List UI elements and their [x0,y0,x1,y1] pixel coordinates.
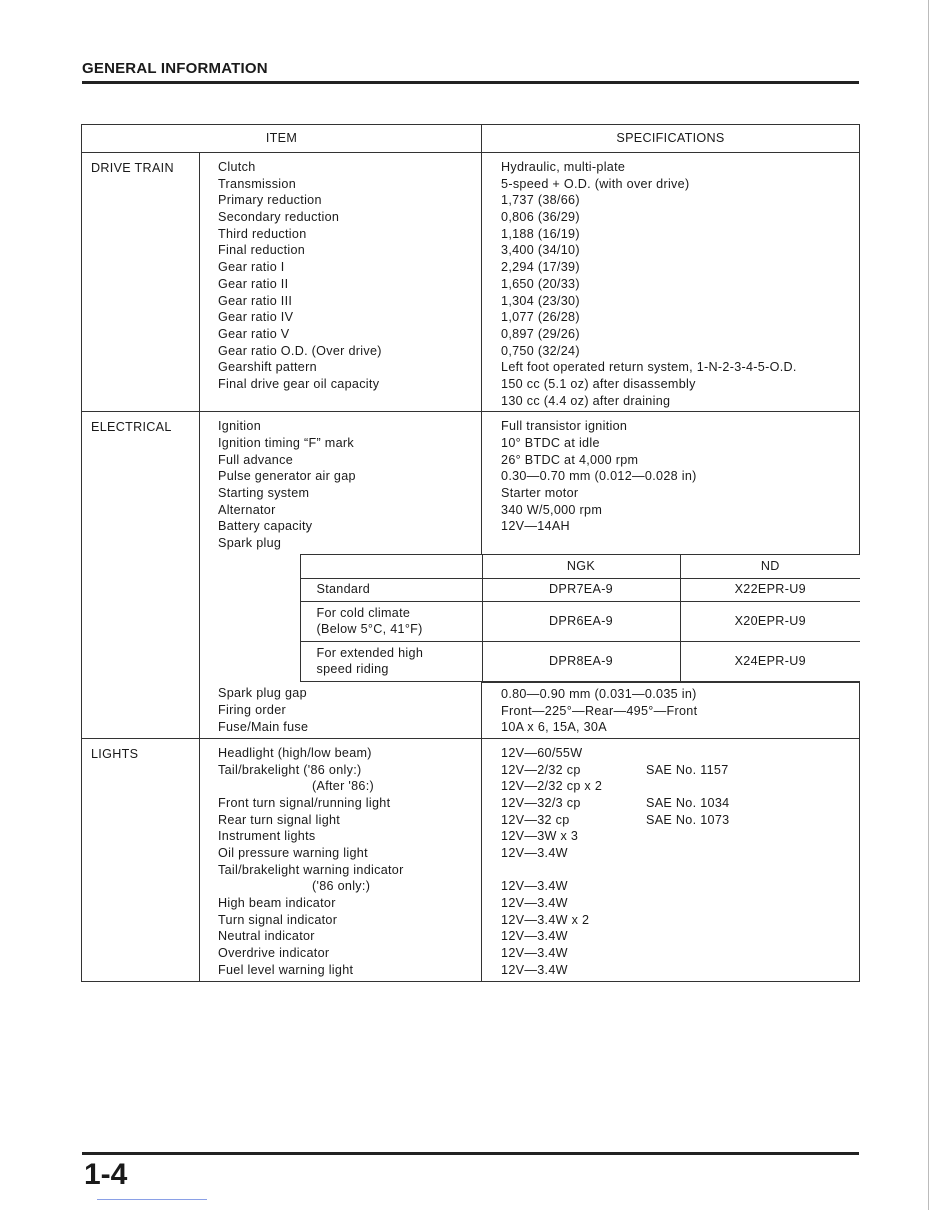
item-list [200,153,482,412]
spec-value: 12V—3.4W x 2 [501,912,590,927]
spec-list [482,738,860,981]
col-ngk-header: NGK [482,554,680,578]
page-edge [928,0,929,1210]
item-label: Gear ratio IV [218,310,294,325]
item-label: Primary reduction [218,193,322,208]
spec-value: Left foot operated return system, 1-N-2-3-4-5-O.D. [501,360,797,375]
spec-value: Starter motor [501,486,579,501]
plug-condition: For extended high speed riding [300,641,482,681]
item-label: Firing order [218,703,286,717]
item-label: Gear ratio II [218,276,289,291]
item-label: Instrument lights [218,829,316,844]
item-label: Starting system [218,486,310,501]
sae-number: SAE No. 1034 [646,795,730,810]
item-list [200,682,482,738]
item-label: Gear ratio III [218,293,293,308]
item-label: Final drive gear oil capacity [218,376,380,391]
item-label: Rear turn signal light [218,812,341,827]
col-spec-header: SPECIFICATIONS [482,125,860,153]
item-label: Headlight (high/low beam) [218,745,372,760]
spec-value: 1,304 (23/30) [501,293,580,308]
plug-condition: For cold climate (Below 5°C, 41°F) [300,601,482,641]
spec-value: 340 W/5,000 rpm [501,502,603,517]
item-label: Tail/brakelight ('86 only:) [218,762,362,777]
category-label: DRIVE TRAIN [82,153,200,412]
item-label: Neutral indicator [218,929,315,944]
spec-value: 12V—32 cp [501,812,570,827]
col-nd-header: ND [680,554,860,578]
plug-condition: Standard [300,578,482,601]
spec-list [482,682,860,738]
spec-value: 10° BTDC at idle [501,436,600,450]
col-item-header: ITEM [82,125,482,153]
spec-list [482,412,860,554]
plug-ngk: DPR8EA-9 [482,641,680,681]
spec-value: Front—225°—Rear—495°—Front [501,703,698,718]
item-label: Turn signal indicator [218,912,338,927]
spec-value: 12V—60/55W [501,745,583,760]
spec-value: 12V—3.4W [501,929,568,944]
spec-value: 1,188 (16/19) [501,226,580,241]
item-list [200,738,482,981]
plug-row [200,601,860,641]
spec-value: 1,650 (20/33) [501,276,580,291]
item-label: Pulse generator air gap [218,469,356,484]
item-label: Alternator [218,502,276,517]
spec-value: 0.80—0.90 mm (0.031—0.035 in) [501,686,697,701]
spec-value: 0.30—0.70 mm (0.012—0.028 in) [501,469,697,484]
spec-value: Hydraulic, multi-plate [501,160,626,174]
plug-ngk: DPR6EA-9 [482,601,680,641]
item-label: Oil pressure warning light [218,846,368,860]
category-label: ELECTRICAL [82,412,200,739]
spec-table-header [82,125,860,153]
section-lights [82,738,860,981]
spec-value: 0,806 (36/29) [501,210,580,225]
category-label: LIGHTS [82,738,200,981]
item-label: Overdrive indicator [218,946,330,961]
header-rule [82,81,859,84]
spec-value: 12V—3W x 3 [501,829,579,844]
spec-value: 130 cc (4.4 oz) after draining [501,393,671,408]
spec-value: 26° BTDC at 4,000 rpm [501,452,639,467]
spec-value: 12V—32/3 cp [501,795,581,810]
plug-nd: X22EPR-U9 [680,578,860,601]
spec-value: 12V—3.4W [501,879,568,894]
spec-table [81,124,860,982]
spec-value: 3,400 (34/10) [501,243,580,258]
plug-row [200,641,860,681]
section-drive-train [82,153,860,412]
item-label: Fuel level warning light [218,962,354,977]
item-label: Front turn signal/running light [218,795,391,810]
spec-value: 0,897 (29/26) [501,326,580,341]
page-number: 1-4 [84,1158,128,1191]
spark-plug-table [200,554,860,682]
spec-value: 12V—14AH [501,519,570,534]
item-label: Ignition timing “F” mark [218,436,354,450]
spec-value: 1,737 (38/66) [501,193,580,208]
spec-value: 2,294 (17/39) [501,260,580,275]
plug-nd: X24EPR-U9 [680,641,860,681]
item-label: Gear ratio V [218,326,290,341]
item-label: Tail/brakelight warning indicator [218,862,404,877]
spec-value: 5-speed + O.D. (with over drive) [501,176,690,191]
item-label: (After '86:) [312,779,374,794]
item-label: Gear ratio I [218,260,285,275]
item-label: Transmission [218,176,297,191]
item-label: Secondary reduction [218,210,340,225]
section-electrical [82,412,860,554]
item-label: Spark plug gap [218,686,307,701]
spec-list [482,153,860,412]
spec-value: 10A x 6, 15A, 30A [501,720,607,735]
sae-number: SAE No. 1157 [646,762,729,777]
spec-value: 150 cc (5.1 oz) after disassembly [501,376,696,391]
spec-value: 12V—3.4W [501,962,568,977]
spec-value: 0,750 (32/24) [501,343,580,358]
spec-value: 12V—2/32 cp x 2 [501,779,603,794]
sae-number: SAE No. 1073 [646,812,730,827]
item-list [200,412,482,554]
item-label: Full advance [218,452,294,467]
spec-value: 12V—3.4W [501,846,568,860]
item-label: Final reduction [218,243,306,258]
spec-value: 1,077 (26/28) [501,310,580,325]
plug-nd: X20EPR-U9 [680,601,860,641]
spec-value: 12V—3.4W [501,946,568,961]
item-label: Gear ratio O.D. (Over drive) [218,343,382,358]
plug-ngk: DPR7EA-9 [482,578,680,601]
underline-mark [97,1199,207,1200]
footer-rule [82,1152,859,1155]
plug-row [200,578,860,601]
item-label: High beam indicator [218,896,336,911]
item-label: Third reduction [218,226,307,241]
spec-value: 12V—2/32 cp [501,762,581,777]
item-label: Battery capacity [218,519,313,534]
item-label: Ignition [218,419,262,434]
item-label: Gearshift pattern [218,360,317,375]
spec-value: Full transistor ignition [501,419,628,434]
item-label: Clutch [218,160,256,174]
spec-value: 12V—3.4W [501,896,568,911]
item-label: Fuse/Main fuse [218,719,309,734]
item-label: Spark plug [218,536,282,551]
item-label: ('86 only:) [312,879,371,894]
page-title: GENERAL INFORMATION [82,60,268,77]
